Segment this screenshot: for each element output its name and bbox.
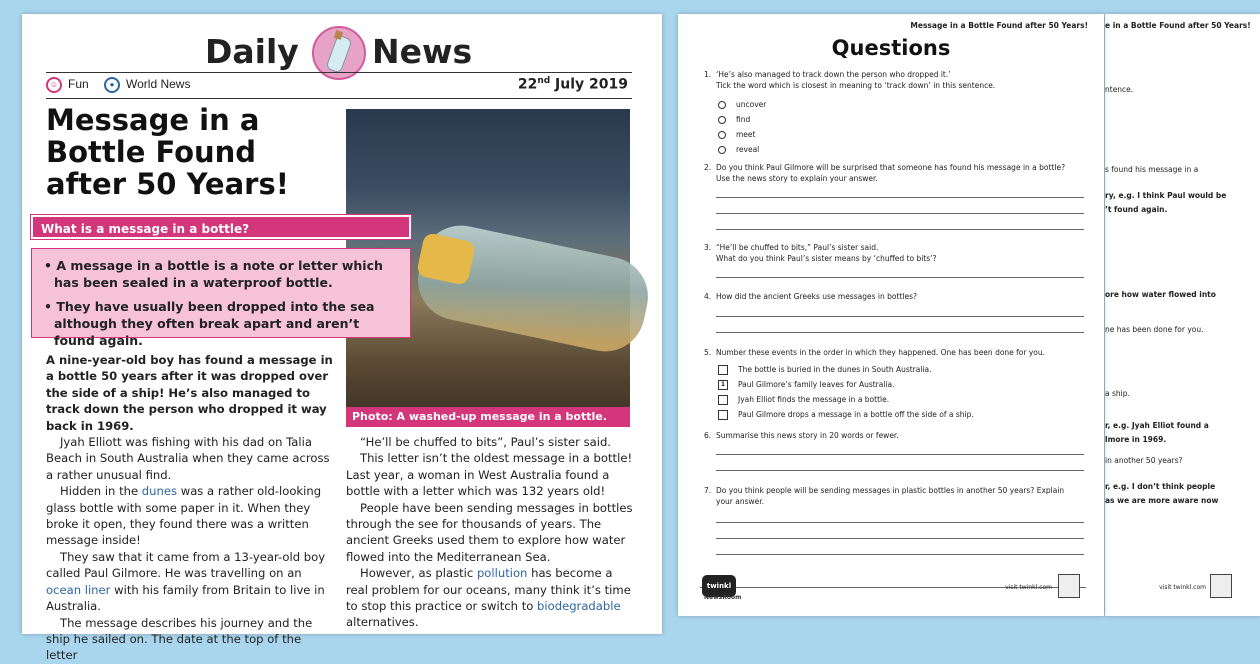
order-box[interactable]: 1 (718, 380, 728, 390)
option-uncover[interactable]: uncover (718, 100, 766, 109)
glossary-link-biodegradable[interactable]: biodegradable (537, 599, 621, 614)
answer-line[interactable] (716, 522, 1084, 523)
info-box (31, 248, 411, 348)
event-item[interactable]: The bottle is buried in the dunes in South Australia. (718, 365, 932, 375)
answer-fragment: ore how water flowed into (1105, 290, 1216, 299)
question-text: How did the ancient Greeks use messages in bottles? (716, 292, 917, 301)
answer-line[interactable] (716, 197, 1084, 198)
answer-fragment: ne has been done for you. (1105, 325, 1204, 334)
answer-fragment: as we are more aware now (1105, 496, 1219, 505)
question-text: ‘He’s also managed to track down the person who dropped it.’ (716, 70, 951, 79)
visit-link[interactable]: visit twinkl.com (1005, 584, 1052, 591)
paragraph: Hidden in the dunes was a rather old-looking glass bottle with some paper in it. When they broke it open, they found there was a written message inside! (46, 484, 322, 548)
question-3: 3. “He’ll be chuffed to bits,” Paul’s sister said. What do you think Paul’s sister means by ‘chuffed to bits’? (704, 243, 937, 263)
photo-caption: Photo: A washed-up message in a bottle. (346, 407, 630, 427)
option-meet[interactable]: meet (718, 130, 755, 139)
answer-fragment: ’t found again. (1105, 205, 1168, 214)
masthead-daily: Daily (205, 32, 299, 71)
question-1 (704, 69, 1076, 91)
answer-sheet-page (1105, 14, 1260, 616)
question-2: 2. Do you think Paul Gilmore will be surprised that someone has found his message in a bottle? Use the news story to explain your answer. (704, 162, 1076, 184)
article-column-left (46, 352, 336, 664)
question-text: Number these events in the order in which they happened. One has been done for you. (716, 348, 1046, 357)
answer-fragment: in another 50 years? (1105, 456, 1183, 465)
paragraph: The message describes his journey and the ship he sailed on. The date at the top of the letter (46, 615, 313, 663)
paragraph: “He’ll be chuffed to bits”, Paul’s sister said. (360, 435, 611, 449)
smiley-icon: ☺ (46, 77, 62, 93)
answer-line[interactable] (716, 538, 1084, 539)
info-bullet: • They have usually been dropped into the sea although they often break apart and aren’t found again. (44, 299, 375, 348)
answer-fragment: r, e.g. Jyah Elliot found a (1105, 421, 1209, 430)
paragraph: They saw that it came from a 13-year-old boy called Paul Gilmore. He was travelling on an ocean liner with his family from Britain to live in Australia. (46, 549, 326, 614)
event-item[interactable]: Jyah Elliot finds the message in a bottle. (718, 395, 889, 405)
paragraph: Jyah Elliott was fishing with his dad on Talia Beach in South Australia when they came across a rather unusual find. (46, 435, 330, 482)
question-text: “He’ll be chuffed to bits,” Paul’s sister said. (716, 243, 879, 252)
paragraph: This letter isn’t the oldest message in a bottle! Last year, a woman in West Australia found a bottle with a letter which was 132 years old! (346, 451, 633, 499)
answer-fragment: lmore in 1969. (1105, 435, 1167, 444)
option-find[interactable]: find (718, 115, 750, 124)
answer-fragment: ntence. (1105, 85, 1134, 94)
radio-icon[interactable] (718, 146, 726, 154)
answer-fragment: r, e.g. I don’t think people (1105, 482, 1216, 491)
questions-title: Questions (831, 36, 951, 60)
top-rule (46, 72, 632, 73)
order-box[interactable] (718, 410, 728, 420)
question-5: 5. Number these events in the order in which they happened. One has been done for you. (704, 347, 1076, 358)
award-badge-icon (1058, 574, 1080, 598)
order-box[interactable] (718, 395, 728, 405)
info-box-heading: What is a message in a bottle? (31, 215, 411, 239)
answer-line[interactable] (716, 554, 1084, 555)
order-box[interactable] (718, 365, 728, 375)
question-4: 4. How did the ancient Greeks use messages in bottles? (704, 291, 1076, 302)
answer-line[interactable] (716, 454, 1084, 455)
twinkl-logo: twinkl (702, 575, 736, 597)
bottom-rule (46, 98, 632, 99)
question-subtext: What do you think Paul’s sister means by ‘chuffed to bits’? (716, 254, 937, 263)
glossary-link-dunes[interactable]: dunes (141, 484, 178, 499)
issue-date: 22nd July 2019 (517, 76, 628, 93)
answer-line[interactable] (716, 470, 1084, 471)
radio-icon[interactable] (718, 101, 726, 109)
masthead-news: News (372, 32, 473, 71)
question-number: 1. (704, 70, 712, 79)
questions-page (678, 14, 1104, 616)
radio-icon[interactable] (718, 116, 726, 124)
award-badge-icon (1210, 574, 1232, 598)
nav-world-news[interactable]: ● World News (104, 77, 190, 93)
visit-link[interactable]: visit twinkl.com (1159, 584, 1206, 591)
answer-line[interactable] (716, 229, 1084, 230)
answer-fragment: a ship. (1105, 389, 1130, 398)
glossary-link-pollution[interactable]: pollution (476, 566, 528, 581)
question-text: Summarise this news story in 20 words or fewer. (716, 431, 899, 440)
answer-fragment: s found his message in a (1105, 165, 1199, 174)
question-text: Do you think Paul Gilmore will be surprised that someone has found his message in a bottle? Use the news story to explain your answer. (716, 163, 1066, 183)
event-item[interactable]: Paul Gilmore drops a message in a bottle off the side of a ship. (718, 410, 974, 420)
article-headline: Message in a Bottle Found after 50 Years! (46, 103, 289, 201)
info-bullet: • A message in a bottle is a note or letter which has been sealed in a waterproof bottle. (44, 258, 383, 290)
event-item[interactable]: 1 Paul Gilmore’s family leaves for Australia. (718, 380, 895, 390)
answer-line[interactable] (716, 213, 1084, 214)
globe-icon: ● (104, 77, 120, 93)
answer-line[interactable] (716, 316, 1084, 317)
answer-sheet-header: e in a Bottle Found after 50 Years! (1105, 21, 1251, 30)
newsroom-label: NewsRoom (704, 594, 742, 601)
questions-header: Message in a Bottle Found after 50 Years! (910, 21, 1088, 30)
answer-line[interactable] (716, 332, 1084, 333)
article-column-right (346, 434, 636, 631)
option-reveal[interactable]: reveal (718, 145, 759, 154)
answer-fragment: ry, e.g. I think Paul would be (1105, 191, 1227, 200)
question-7: 7. Do you think people will be sending messages in plastic bottles in another 50 years? Explain your answer. (704, 485, 1076, 507)
news-article-page (22, 14, 662, 663)
nav-fun[interactable]: ☺ Fun (46, 77, 89, 93)
question-6: 6. Summarise this news story in 20 words or fewer. (704, 430, 1076, 441)
answer-line[interactable] (716, 277, 1084, 278)
lead-paragraph: A nine-year-old boy has found a message in a bottle 50 years after it was dropped over the side of a ship! He’s also managed to track down the person who dropped it way back in 1969. (46, 353, 333, 433)
question-text: Do you think people will be sending messages in plastic bottles in another 50 years? Explain your answer. (716, 486, 1065, 506)
question-subtext: Tick the word which is closest in meaning to ‘track down’ in this sentence. (716, 81, 996, 90)
paragraph: People have been sending messages in bottles through the see for thousands of years. The ancient Greeks used them to explore how water flowed into the Mediterranean Sea. (346, 500, 633, 564)
radio-icon[interactable] (718, 131, 726, 139)
glossary-link-ocean-liner[interactable]: ocean liner (46, 582, 111, 597)
paragraph: However, as plastic pollution has become a real problem for our oceans, many think it’s time to stop this practice or switch to biodegradable alternatives. (346, 566, 631, 630)
